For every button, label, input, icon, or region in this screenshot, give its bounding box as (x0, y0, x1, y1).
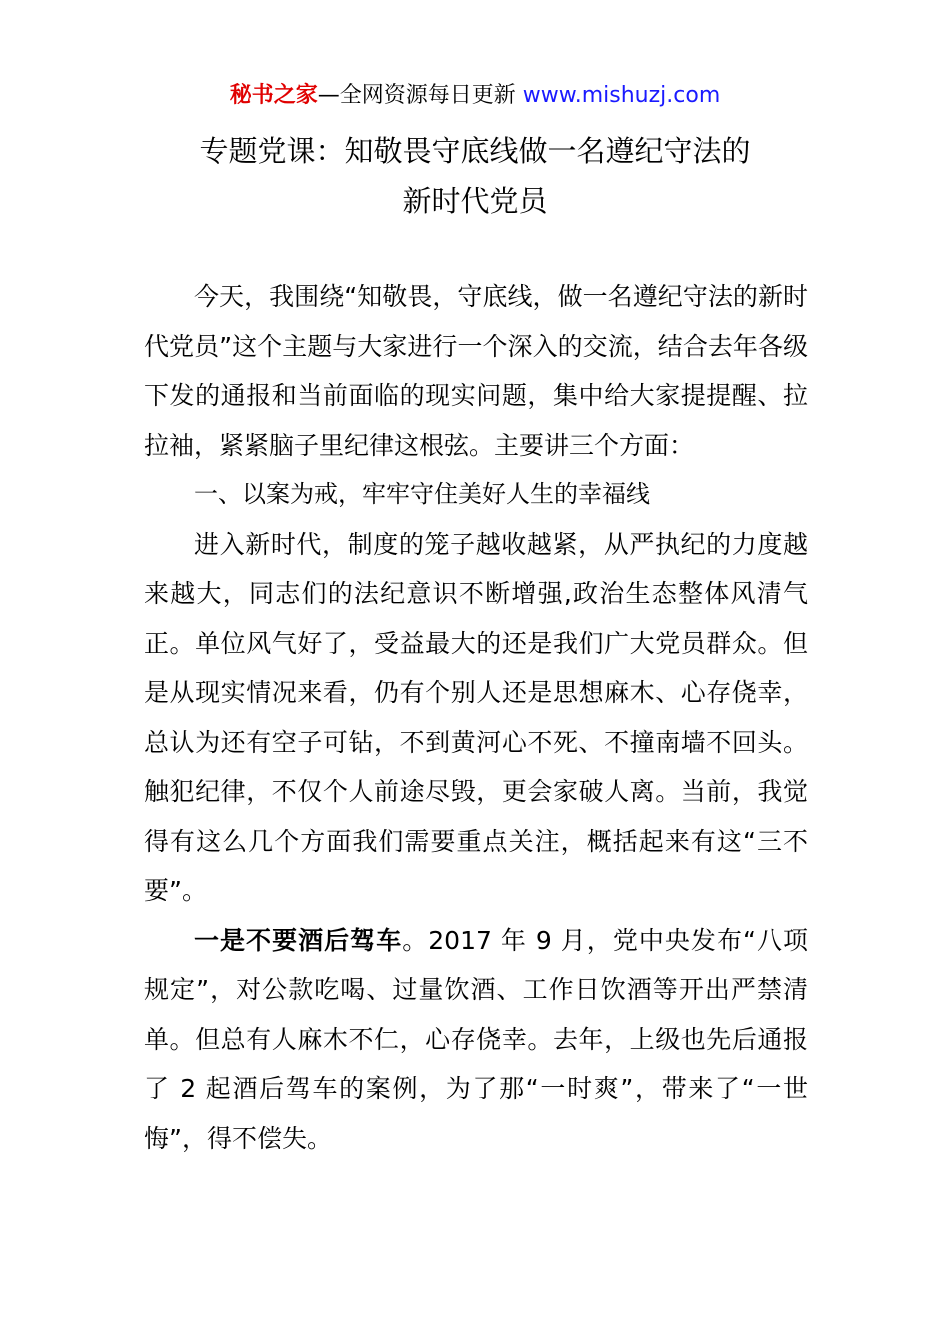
brand-name: 秘书之家 (229, 83, 318, 108)
section-paragraph: 进入新时代，制度的笼子越收越紧，从严执纪的力度越来越大，同志们的法纪意识不断增强,政治生态整体风清气正。单位风气好了，受益最大的还是我们广大党员群众。但是从现实情况来看，仍有个别人还是思想麻木、心存侥幸，总认为还有空子可钻，不到黄河心不死、不撞南墙不回头。触犯纪律，不仅个人前途尽毁，更会家破人离。当前，我觉得有这么几个方面我们需要重点关注，概括起来有这“三不要”。 (144, 529, 808, 905)
site-header (0, 80, 950, 112)
document-body (144, 272, 808, 1163)
point-paragraph (144, 916, 808, 1164)
intro-paragraph: 今天，我围绕“知敬畏，守底线，做一名遵纪守法的新时代党员”这个主题与大家进行一个深入的交流，结合去年各级下发的通报和当前面临的现实问题，集中给大家提提醒、拉拉袖，紧紧脑子里纪律这根弦。主要讲三个方面： (144, 282, 808, 460)
point-lead: 一是不要酒后驾车 (194, 925, 403, 955)
title-line-2: 新时代党员 (402, 184, 548, 218)
title-line-1: 专题党课：知敬畏守底线做一名遵纪守法的 (199, 134, 751, 168)
site-url-link[interactable]: www.mishuzj.com (522, 83, 721, 108)
section-heading: 一、以案为戒，牢牢守住美好人生的幸福线 (194, 480, 650, 508)
header-tagline: —全网资源每日更新 (317, 83, 523, 108)
document-title (0, 126, 950, 226)
point-text: 。2017 年 9 月，党中央发布“八项规定”，对公款吃喝、过量饮酒、工作日饮酒等开出严禁清单。但总有人麻木不仁，心存侥幸。去年，上级也先后通报了 2 起酒后驾车的案例，为了那“一时爽”，带来了“一世悔”，得不偿失。 (144, 925, 808, 1153)
